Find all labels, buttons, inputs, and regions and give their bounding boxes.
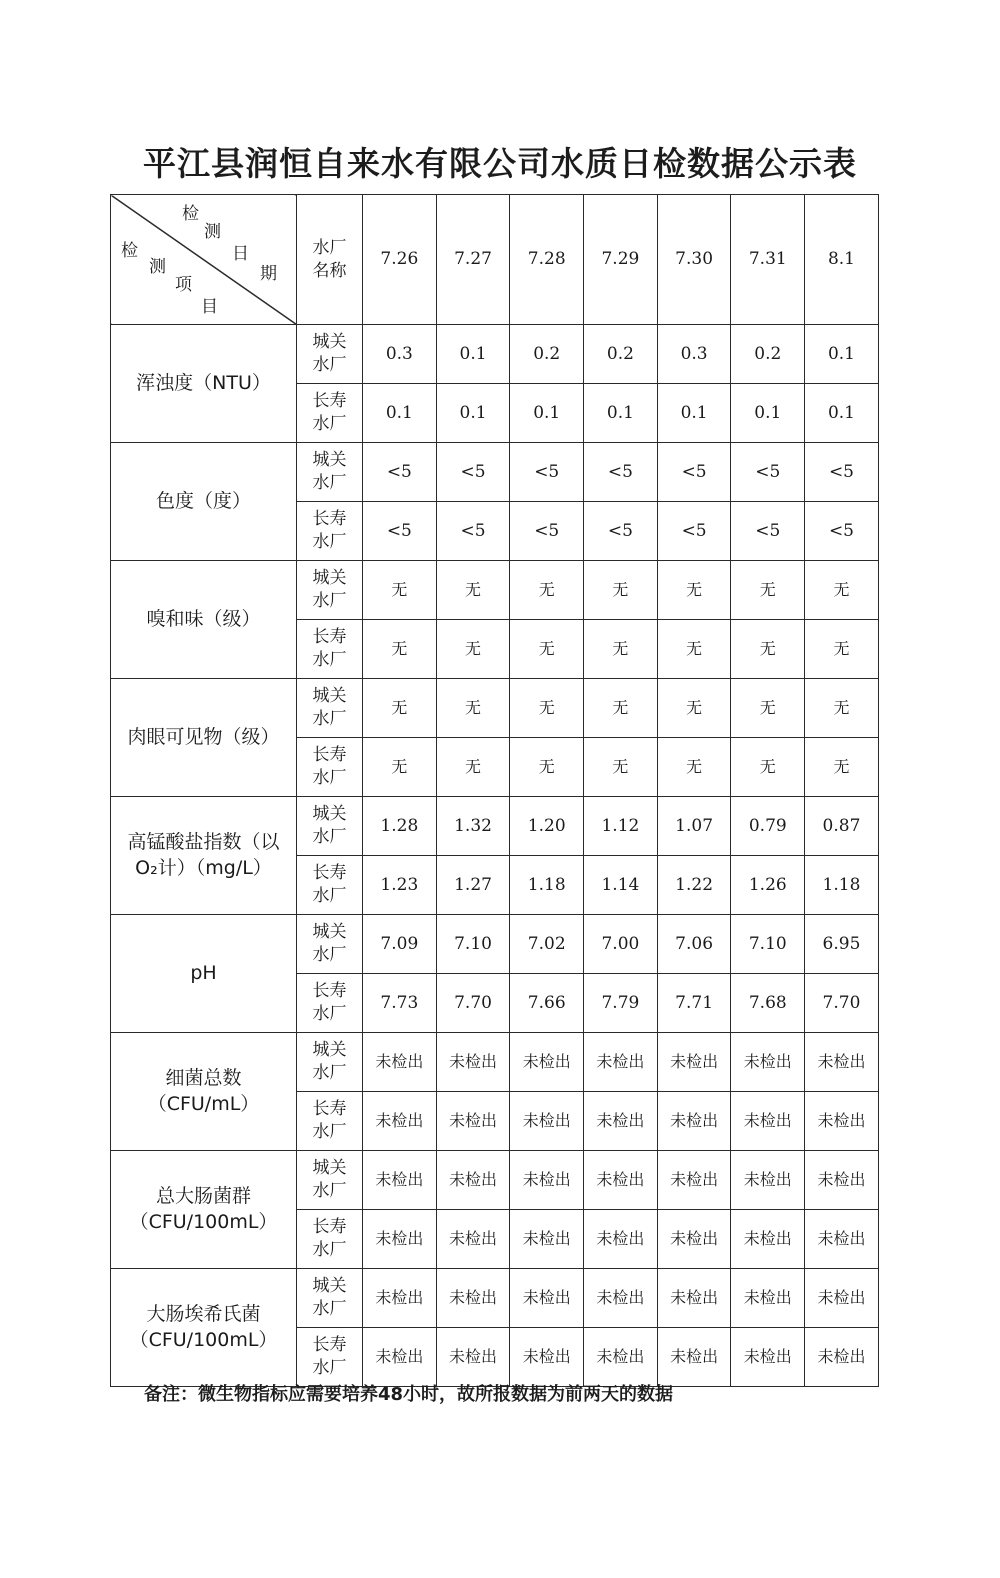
corner-item-char: 目 bbox=[201, 297, 218, 317]
plant-name-cell: 长寿 水厂 bbox=[297, 1328, 363, 1387]
table-row bbox=[111, 679, 879, 738]
value-cell: 未检出 bbox=[363, 1151, 437, 1210]
value-cell: 7.00 bbox=[584, 915, 658, 974]
value-cell: 未检出 bbox=[657, 1328, 731, 1387]
value-cell: 7.06 bbox=[657, 915, 731, 974]
value-cell: 7.02 bbox=[510, 915, 584, 974]
value-cell: 7.09 bbox=[363, 915, 437, 974]
plant-name-cell: 城关 水厂 bbox=[297, 1269, 363, 1328]
value-cell: 未检出 bbox=[510, 1269, 584, 1328]
value-cell: 0.3 bbox=[363, 325, 437, 384]
plant-name-cell: 城关 水厂 bbox=[297, 915, 363, 974]
table-row bbox=[111, 443, 879, 502]
plant-name-cell: 长寿 水厂 bbox=[297, 1210, 363, 1269]
value-cell: 未检出 bbox=[731, 1328, 805, 1387]
value-cell: 1.18 bbox=[510, 856, 584, 915]
value-cell: 未检出 bbox=[657, 1092, 731, 1151]
value-cell: 未检出 bbox=[510, 1033, 584, 1092]
plant-name-cell: 长寿 水厂 bbox=[297, 502, 363, 561]
value-cell: 无 bbox=[363, 679, 437, 738]
value-cell: 1.26 bbox=[731, 856, 805, 915]
corner-item-char: 测 bbox=[149, 257, 166, 277]
value-cell: <5 bbox=[584, 443, 658, 502]
value-cell: 1.28 bbox=[363, 797, 437, 856]
value-cell: 未检出 bbox=[805, 1033, 879, 1092]
table-row bbox=[111, 325, 879, 384]
test-item-name: 高锰酸盐指数（以 O₂计）（mg/L） bbox=[111, 797, 297, 915]
value-cell: 无 bbox=[657, 561, 731, 620]
value-cell: <5 bbox=[805, 443, 879, 502]
value-cell: <5 bbox=[657, 502, 731, 561]
remark-note: 备注：微生物指标应需要培养48小时，故所报数据为前两天的数据 bbox=[144, 1384, 674, 1405]
table-row bbox=[111, 1151, 879, 1210]
value-cell: 7.70 bbox=[805, 974, 879, 1033]
value-cell: 未检出 bbox=[731, 1210, 805, 1269]
value-cell: 7.68 bbox=[731, 974, 805, 1033]
value-cell: 无 bbox=[805, 738, 879, 797]
value-cell: 未检出 bbox=[657, 1151, 731, 1210]
value-cell: 无 bbox=[731, 738, 805, 797]
plant-name-cell: 城关 水厂 bbox=[297, 797, 363, 856]
value-cell: <5 bbox=[584, 502, 658, 561]
date-header-cell: 7.28 bbox=[510, 195, 584, 325]
value-cell: 未检出 bbox=[436, 1151, 510, 1210]
value-cell: 1.32 bbox=[436, 797, 510, 856]
value-cell: 无 bbox=[731, 561, 805, 620]
value-cell: 未检出 bbox=[363, 1092, 437, 1151]
value-cell: 无 bbox=[436, 561, 510, 620]
value-cell: 无 bbox=[363, 738, 437, 797]
value-cell: 6.95 bbox=[805, 915, 879, 974]
value-cell: <5 bbox=[436, 502, 510, 561]
value-cell: 无 bbox=[363, 620, 437, 679]
value-cell: 0.1 bbox=[436, 325, 510, 384]
value-cell: 未检出 bbox=[510, 1151, 584, 1210]
value-cell: <5 bbox=[510, 443, 584, 502]
value-cell: 无 bbox=[363, 561, 437, 620]
date-header-cell: 7.27 bbox=[436, 195, 510, 325]
plant-name-cell: 城关 水厂 bbox=[297, 1151, 363, 1210]
plant-name-cell: 长寿 水厂 bbox=[297, 738, 363, 797]
value-cell: 未检出 bbox=[510, 1328, 584, 1387]
value-cell: 0.2 bbox=[584, 325, 658, 384]
value-cell: 未检出 bbox=[584, 1151, 658, 1210]
value-cell: 未检出 bbox=[731, 1092, 805, 1151]
table-body bbox=[111, 195, 879, 1387]
corner-date-char: 测 bbox=[204, 222, 221, 242]
value-cell: 0.87 bbox=[805, 797, 879, 856]
value-cell: 未检出 bbox=[363, 1033, 437, 1092]
value-cell: 7.79 bbox=[584, 974, 658, 1033]
value-cell: 未检出 bbox=[584, 1328, 658, 1387]
value-cell: 0.2 bbox=[510, 325, 584, 384]
value-cell: <5 bbox=[805, 502, 879, 561]
value-cell: 1.27 bbox=[436, 856, 510, 915]
value-cell: 无 bbox=[584, 620, 658, 679]
date-header-cell: 8.1 bbox=[805, 195, 879, 325]
value-cell: 未检出 bbox=[436, 1269, 510, 1328]
value-cell: 未检出 bbox=[657, 1210, 731, 1269]
value-cell: 7.71 bbox=[657, 974, 731, 1033]
water-quality-table bbox=[110, 194, 879, 1387]
plant-name-header: 水厂 名称 bbox=[297, 195, 363, 325]
value-cell: 1.18 bbox=[805, 856, 879, 915]
value-cell: 无 bbox=[805, 679, 879, 738]
table-row bbox=[111, 797, 879, 856]
value-cell: 1.07 bbox=[657, 797, 731, 856]
value-cell: 0.1 bbox=[584, 384, 658, 443]
value-cell: 0.1 bbox=[731, 384, 805, 443]
value-cell: 0.2 bbox=[731, 325, 805, 384]
value-cell: 1.23 bbox=[363, 856, 437, 915]
value-cell: 未检出 bbox=[363, 1210, 437, 1269]
value-cell: 未检出 bbox=[805, 1151, 879, 1210]
value-cell: 0.1 bbox=[657, 384, 731, 443]
date-header-cell: 7.26 bbox=[363, 195, 437, 325]
value-cell: <5 bbox=[363, 443, 437, 502]
table-row bbox=[111, 1033, 879, 1092]
value-cell: 未检出 bbox=[584, 1269, 658, 1328]
value-cell: 0.1 bbox=[805, 384, 879, 443]
value-cell: 未检出 bbox=[805, 1269, 879, 1328]
value-cell: 7.10 bbox=[731, 915, 805, 974]
table-header-row bbox=[111, 195, 879, 325]
value-cell: 7.66 bbox=[510, 974, 584, 1033]
table-row bbox=[111, 1269, 879, 1328]
plant-name-cell: 长寿 水厂 bbox=[297, 620, 363, 679]
plant-name-cell: 长寿 水厂 bbox=[297, 384, 363, 443]
value-cell: 无 bbox=[657, 679, 731, 738]
value-cell: 未检出 bbox=[510, 1210, 584, 1269]
date-header-cell: 7.30 bbox=[657, 195, 731, 325]
value-cell: <5 bbox=[731, 443, 805, 502]
value-cell: 无 bbox=[584, 679, 658, 738]
value-cell: <5 bbox=[436, 443, 510, 502]
table-row bbox=[111, 915, 879, 974]
value-cell: 未检出 bbox=[657, 1269, 731, 1328]
value-cell: 无 bbox=[584, 561, 658, 620]
test-item-name: 嗅和味（级） bbox=[111, 561, 297, 679]
value-cell: 无 bbox=[436, 738, 510, 797]
value-cell: 7.10 bbox=[436, 915, 510, 974]
table-row bbox=[111, 561, 879, 620]
value-cell: 未检出 bbox=[657, 1033, 731, 1092]
value-cell: 未检出 bbox=[584, 1092, 658, 1151]
value-cell: 无 bbox=[805, 561, 879, 620]
value-cell: 无 bbox=[510, 738, 584, 797]
value-cell: 1.20 bbox=[510, 797, 584, 856]
plant-name-cell: 城关 水厂 bbox=[297, 443, 363, 502]
test-item-name: 肉眼可见物（级） bbox=[111, 679, 297, 797]
value-cell: 0.79 bbox=[731, 797, 805, 856]
value-cell: 无 bbox=[436, 620, 510, 679]
value-cell: 1.22 bbox=[657, 856, 731, 915]
test-item-name: pH bbox=[111, 915, 297, 1033]
value-cell: 未检出 bbox=[510, 1092, 584, 1151]
value-cell: 未检出 bbox=[584, 1033, 658, 1092]
value-cell: 未检出 bbox=[805, 1092, 879, 1151]
value-cell: <5 bbox=[363, 502, 437, 561]
corner-date-char: 期 bbox=[260, 264, 277, 284]
value-cell: 无 bbox=[657, 620, 731, 679]
value-cell: 未检出 bbox=[731, 1151, 805, 1210]
corner-item-char: 检 bbox=[121, 241, 138, 261]
value-cell: 未检出 bbox=[436, 1328, 510, 1387]
value-cell: 未检出 bbox=[436, 1210, 510, 1269]
date-header-cell: 7.29 bbox=[584, 195, 658, 325]
value-cell: 未检出 bbox=[363, 1269, 437, 1328]
value-cell: 未检出 bbox=[731, 1033, 805, 1092]
corner-date-char: 日 bbox=[232, 244, 249, 264]
value-cell: 无 bbox=[657, 738, 731, 797]
value-cell: 未检出 bbox=[805, 1328, 879, 1387]
value-cell: 1.14 bbox=[584, 856, 658, 915]
value-cell: 7.73 bbox=[363, 974, 437, 1033]
value-cell: 无 bbox=[731, 679, 805, 738]
date-header-cell: 7.31 bbox=[731, 195, 805, 325]
value-cell: 1.12 bbox=[584, 797, 658, 856]
value-cell: 7.70 bbox=[436, 974, 510, 1033]
test-item-name: 细菌总数 （CFU/mL） bbox=[111, 1033, 297, 1151]
value-cell: 未检出 bbox=[584, 1210, 658, 1269]
value-cell: 无 bbox=[510, 561, 584, 620]
value-cell: 无 bbox=[731, 620, 805, 679]
plant-name-cell: 城关 水厂 bbox=[297, 325, 363, 384]
corner-item-char: 项 bbox=[175, 275, 192, 295]
test-item-name: 总大肠菌群 （CFU/100mL） bbox=[111, 1151, 297, 1269]
value-cell: 无 bbox=[805, 620, 879, 679]
value-cell: 0.3 bbox=[657, 325, 731, 384]
value-cell: 未检出 bbox=[436, 1033, 510, 1092]
test-item-name: 色度（度） bbox=[111, 443, 297, 561]
value-cell: 0.1 bbox=[805, 325, 879, 384]
page-title: 平江县润恒自来水有限公司水质日检数据公示表 bbox=[143, 144, 857, 183]
value-cell: 未检出 bbox=[363, 1328, 437, 1387]
value-cell: <5 bbox=[731, 502, 805, 561]
plant-name-cell: 长寿 水厂 bbox=[297, 974, 363, 1033]
corner-date-char: 检 bbox=[182, 204, 199, 224]
value-cell: 无 bbox=[584, 738, 658, 797]
value-cell: 未检出 bbox=[731, 1269, 805, 1328]
value-cell: 未检出 bbox=[805, 1210, 879, 1269]
value-cell: 无 bbox=[510, 679, 584, 738]
plant-name-cell: 城关 水厂 bbox=[297, 1033, 363, 1092]
plant-name-cell: 城关 水厂 bbox=[297, 561, 363, 620]
value-cell: 未检出 bbox=[436, 1092, 510, 1151]
test-item-name: 浑浊度（NTU） bbox=[111, 325, 297, 443]
plant-name-cell: 城关 水厂 bbox=[297, 679, 363, 738]
test-item-name: 大肠埃希氏菌 （CFU/100mL） bbox=[111, 1269, 297, 1387]
value-cell: <5 bbox=[657, 443, 731, 502]
value-cell: 0.1 bbox=[510, 384, 584, 443]
value-cell: 无 bbox=[436, 679, 510, 738]
value-cell: 0.1 bbox=[436, 384, 510, 443]
plant-name-cell: 长寿 水厂 bbox=[297, 856, 363, 915]
plant-name-cell: 长寿 水厂 bbox=[297, 1092, 363, 1151]
header-corner-cell bbox=[111, 195, 297, 325]
value-cell: 0.1 bbox=[363, 384, 437, 443]
value-cell: 无 bbox=[510, 620, 584, 679]
value-cell: <5 bbox=[510, 502, 584, 561]
